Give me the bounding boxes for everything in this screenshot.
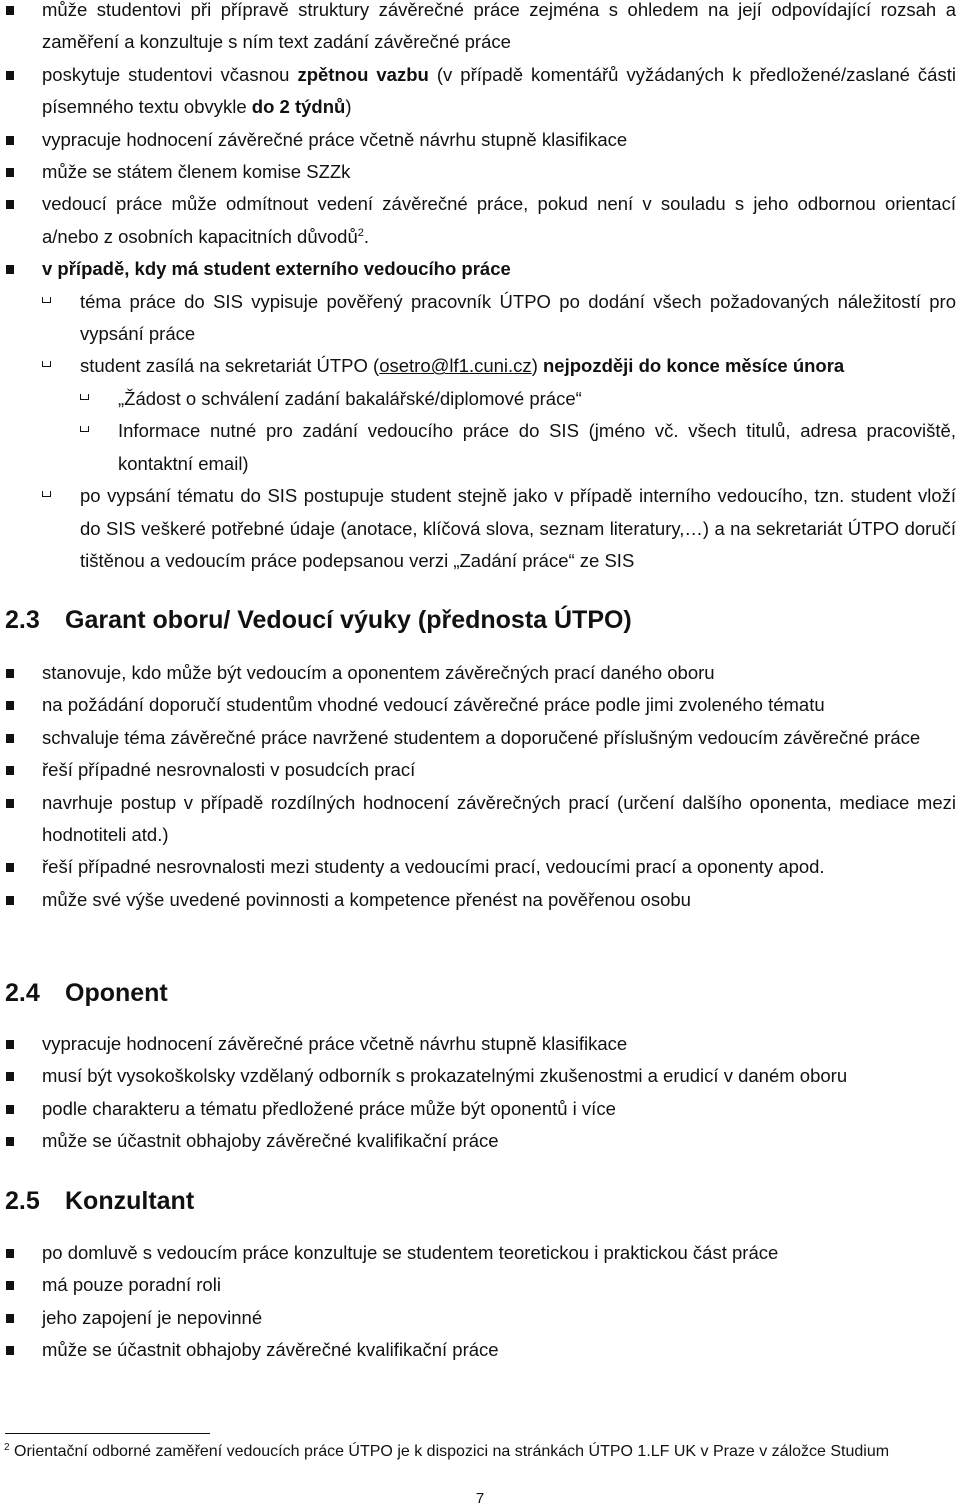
list-item: řeší případné nesrovnalosti mezi studenty a vedoucími prací, vedoucími prací a oponenty apod. <box>0 851 960 883</box>
square-bullet-icon <box>6 1072 14 1081</box>
hollow-bullet-icon <box>42 361 51 367</box>
square-bullet-icon <box>6 168 14 177</box>
sub-sub-list-item: Informace nutné pro zadání vedoucího práce do SIS (jméno vč. všech titulů, adresa pracoviště, kontaktní email) <box>0 415 960 480</box>
consultant-duties-list <box>0 1237 960 1367</box>
square-bullet-icon <box>6 1346 14 1355</box>
square-bullet-icon <box>6 1105 14 1114</box>
list-item: vypracuje hodnocení závěrečné práce včetně návrhu stupně klasifikace <box>0 1028 960 1060</box>
section-heading-2-4: 2.4 Oponent <box>5 979 168 1007</box>
page-number: 7 <box>475 1490 485 1507</box>
square-bullet-icon <box>6 200 14 209</box>
list-item: v případě, kdy má student externího vedoucího práce <box>0 253 960 285</box>
square-bullet-icon <box>6 734 14 743</box>
square-bullet-icon <box>6 896 14 905</box>
square-bullet-icon <box>6 799 14 808</box>
square-bullet-icon <box>6 1281 14 1290</box>
list-item: má pouze poradní roli <box>0 1269 960 1301</box>
section-heading-2-5: 2.5 Konzultant <box>5 1187 195 1215</box>
footnote <box>4 1440 956 1464</box>
footnote-marker: 2 <box>4 1442 10 1453</box>
list-item: vypracuje hodnocení závěrečné práce včetně návrhu stupně klasifikace <box>0 124 960 156</box>
square-bullet-icon <box>6 6 14 15</box>
footnote-reference[interactable]: 2 <box>357 226 364 239</box>
list-item: schvaluje téma závěrečné práce navržené studentem a doporučené příslušným vedoucím závěrečné práce <box>0 722 960 754</box>
list-item: na požádání doporučí studentům vhodné vedoucí závěrečné práce podle jimi zvoleného tématu <box>0 689 960 721</box>
square-bullet-icon <box>6 701 14 710</box>
list-item: po domluvě s vedoucím práce konzultuje se studentem teoretickou i praktickou část práce <box>0 1237 960 1269</box>
square-bullet-icon <box>6 766 14 775</box>
supervisor-duties-list <box>0 0 960 577</box>
email-link[interactable]: osetro@lf1.cuni.cz <box>379 355 532 377</box>
square-bullet-icon <box>6 1249 14 1258</box>
list-item: může se státem členem komise SZZk <box>0 156 960 188</box>
square-bullet-icon <box>6 1137 14 1146</box>
list-item: podle charakteru a tématu předložené práce může být oponentů i více <box>0 1093 960 1125</box>
list-item: může se účastnit obhajoby závěrečné kvalifikační práce <box>0 1334 960 1366</box>
sub-list-item: téma práce do SIS vypisuje pověřený pracovník ÚTPO po dodání všech požadovaných náležitostí pro vypsání práce <box>0 286 960 351</box>
footnote-divider <box>5 1433 210 1434</box>
footnote-text: Orientační odborné zaměření vedoucích práce ÚTPO je k dispozici na stránkách ÚTPO 1.LF UK v Praze v záložce Studium <box>14 1443 890 1460</box>
hollow-bullet-icon <box>80 426 89 432</box>
sub-sub-list-item: „Žádost o schválení zadání bakalářské/diplomové práce“ <box>0 383 960 415</box>
list-item: může se účastnit obhajoby závěrečné kvalifikační práce <box>0 1125 960 1157</box>
square-bullet-icon <box>6 265 14 274</box>
sub-list-item: student zasílá na sekretariát ÚTPO (osetro@lf1.cuni.cz) nejpozději do konce měsíce února <box>0 350 960 382</box>
list-item: musí být vysokoškolsky vzdělaný odborník s prokazatelnými zkušenostmi a erudicí v daném oboru <box>0 1060 960 1092</box>
list-item: poskytuje studentovi včasnou zpětnou vazbu (v případě komentářů vyžádaných k předložené/zaslané části písemného textu obvykle do 2 týdnů) <box>0 59 960 124</box>
hollow-bullet-icon <box>80 394 89 400</box>
list-item: stanovuje, kdo může být vedoucím a oponentem závěrečných prací daného oboru <box>0 657 960 689</box>
sub-list-item: po vypsání tématu do SIS postupuje student stejně jako v případě interního vedoucího, tzn. student vloží do SIS veškeré potřebné údaje (anotace, klíčová slova, seznam literatury,…) a na sekretariát ÚTPO doručí tištěnou a vedoucím práce podepsanou verzi „Zadání práce“ ze SIS <box>0 480 960 577</box>
list-item: vedoucí práce může odmítnout vedení závěrečné práce, pokud není v souladu s jeho odbornou orientací a/nebo z osobních kapacitních důvodů$^2$. <box>0 188 960 253</box>
square-bullet-icon <box>6 669 14 678</box>
square-bullet-icon <box>6 863 14 872</box>
square-bullet-icon <box>6 1314 14 1323</box>
list-item: řeší případné nesrovnalosti v posudcích prací <box>0 754 960 786</box>
hollow-bullet-icon <box>42 297 51 303</box>
guarantor-duties-list <box>0 657 960 916</box>
list-item: může své výše uvedené povinnosti a kompetence přenést na pověřenou osobu <box>0 884 960 916</box>
list-item: navrhuje postup v případě rozdílných hodnocení závěrečných prací (určení dalšího oponenta, mediace mezi hodnotiteli atd.) <box>0 787 960 852</box>
section-heading-2-3: 2.3 Garant oboru/ Vedoucí výuky (přednosta ÚTPO) <box>5 606 632 634</box>
square-bullet-icon <box>6 1040 14 1049</box>
square-bullet-icon <box>6 71 14 80</box>
list-item: jeho zapojení je nepovinné <box>0 1302 960 1334</box>
hollow-bullet-icon <box>42 491 51 497</box>
square-bullet-icon <box>6 136 14 145</box>
opponent-duties-list <box>0 1028 960 1158</box>
list-item: může studentovi při přípravě struktury závěrečné práce zejména s ohledem na její odpovídající rozsah a zaměření a konzultuje s ním text zadání závěrečné práce <box>0 0 960 59</box>
